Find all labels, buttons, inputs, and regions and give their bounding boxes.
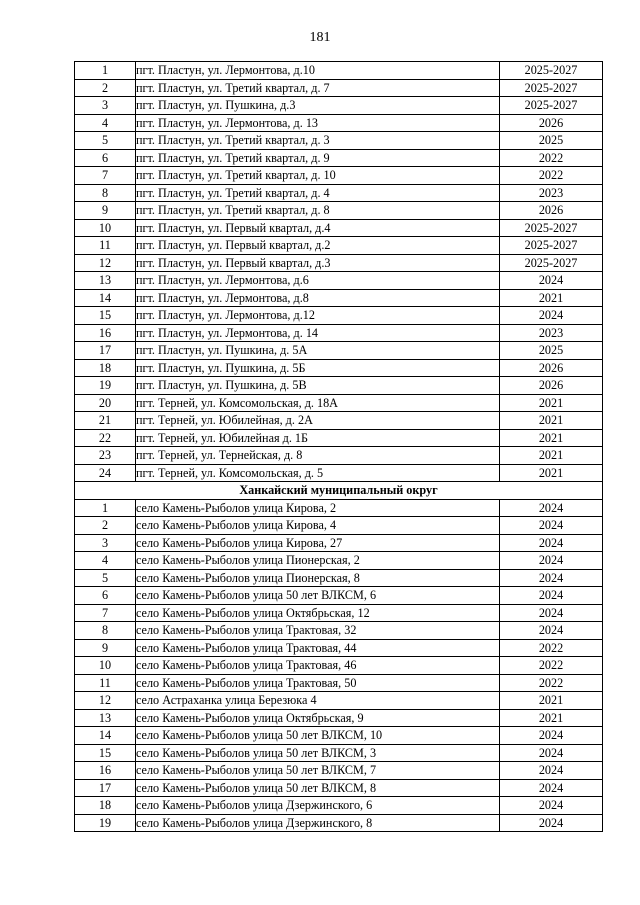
page-number: 181	[309, 30, 331, 45]
table-row	[75, 167, 603, 185]
row-year: 2024	[500, 587, 603, 605]
row-number: 6	[75, 149, 136, 167]
row-year: 2025	[500, 132, 603, 150]
row-address: пгт. Пластун, ул. Третий квартал, д. 4	[136, 184, 500, 202]
row-year: 2025-2027	[500, 79, 603, 97]
table-row	[75, 447, 603, 465]
row-number: 18	[75, 359, 136, 377]
row-number: 8	[75, 622, 136, 640]
row-address: пгт. Терней, ул. Комсомольская, д. 5	[136, 464, 500, 482]
row-number: 5	[75, 569, 136, 587]
table-row	[75, 499, 603, 517]
table-row	[75, 622, 603, 640]
row-address: село Камень-Рыболов улица 50 лет ВЛКСМ, 7	[136, 762, 500, 780]
table-row	[75, 814, 603, 832]
table-row	[75, 79, 603, 97]
row-address: село Камень-Рыболов улица Пионерская, 8	[136, 569, 500, 587]
row-year: 2024	[500, 727, 603, 745]
table-row	[75, 639, 603, 657]
table-row	[75, 779, 603, 797]
table-row	[75, 464, 603, 482]
row-year: 2024	[500, 517, 603, 535]
row-year: 2024	[500, 814, 603, 832]
row-address: село Камень-Рыболов улица Трактовая, 50	[136, 674, 500, 692]
row-address: село Камень-Рыболов улица 50 лет ВЛКСМ, 6	[136, 587, 500, 605]
table-row	[75, 254, 603, 272]
row-address: пгт. Пластун, ул. Лермонтова, д.12	[136, 307, 500, 325]
row-address: пгт. Терней, ул. Юбилейная, д. 2А	[136, 412, 500, 430]
row-year: 2021	[500, 464, 603, 482]
table-row	[75, 429, 603, 447]
table-row	[75, 657, 603, 675]
table-row	[75, 97, 603, 115]
row-address: пгт. Пластун, ул. Лермонтова, д.6	[136, 272, 500, 290]
table-row	[75, 62, 603, 80]
row-number: 11	[75, 674, 136, 692]
table-row	[75, 744, 603, 762]
row-address: село Камень-Рыболов улица 50 лет ВЛКСМ, 3	[136, 744, 500, 762]
table-row	[75, 394, 603, 412]
row-year: 2025-2027	[500, 237, 603, 255]
table-row	[75, 797, 603, 815]
row-address: пгт. Пластун, ул. Лермонтова, д.10	[136, 62, 500, 80]
row-year: 2024	[500, 622, 603, 640]
row-number: 19	[75, 377, 136, 395]
row-number: 12	[75, 692, 136, 710]
row-year: 2021	[500, 412, 603, 430]
table-row	[75, 569, 603, 587]
row-number: 3	[75, 97, 136, 115]
row-address: пгт. Пластун, ул. Первый квартал, д.4	[136, 219, 500, 237]
row-year: 2024	[500, 744, 603, 762]
row-number: 15	[75, 744, 136, 762]
row-year: 2021	[500, 289, 603, 307]
table-row	[75, 359, 603, 377]
row-year: 2025-2027	[500, 97, 603, 115]
row-address: пгт. Пластун, ул. Третий квартал, д. 9	[136, 149, 500, 167]
row-number: 10	[75, 657, 136, 675]
row-address: пгт. Пластун, ул. Лермонтова, д. 13	[136, 114, 500, 132]
table-row	[75, 604, 603, 622]
row-year: 2026	[500, 377, 603, 395]
table-row	[75, 709, 603, 727]
row-number: 23	[75, 447, 136, 465]
row-address: село Камень-Рыболов улица 50 лет ВЛКСМ, 10	[136, 727, 500, 745]
table-row	[75, 219, 603, 237]
row-year: 2022	[500, 674, 603, 692]
table-row	[75, 412, 603, 430]
row-address: село Камень-Рыболов улица Дзержинского, 6	[136, 797, 500, 815]
row-address: село Камень-Рыболов улица 50 лет ВЛКСМ, 8	[136, 779, 500, 797]
row-address: пгт. Терней, ул. Комсомольская, д. 18А	[136, 394, 500, 412]
row-address: село Камень-Рыболов улица Дзержинского, 8	[136, 814, 500, 832]
table-row	[75, 114, 603, 132]
table-row	[75, 692, 603, 710]
row-year: 2021	[500, 394, 603, 412]
row-year: 2025-2027	[500, 62, 603, 80]
table-row	[75, 552, 603, 570]
row-address: село Камень-Рыболов улица Октябрьская, 12	[136, 604, 500, 622]
row-address: село Камень-Рыболов улица Пионерская, 2	[136, 552, 500, 570]
row-address: пгт. Пластун, ул. Первый квартал, д.3	[136, 254, 500, 272]
row-number: 7	[75, 167, 136, 185]
section-title: Ханкайский муниципальный округ	[75, 482, 603, 500]
row-year: 2024	[500, 604, 603, 622]
row-number: 17	[75, 779, 136, 797]
row-number: 1	[75, 62, 136, 80]
table-row	[75, 202, 603, 220]
row-year: 2024	[500, 272, 603, 290]
row-number: 4	[75, 552, 136, 570]
row-year: 2024	[500, 779, 603, 797]
row-number: 4	[75, 114, 136, 132]
table-row	[75, 237, 603, 255]
table-row	[75, 289, 603, 307]
row-address: пгт. Пластун, ул. Первый квартал, д.2	[136, 237, 500, 255]
row-year: 2024	[500, 534, 603, 552]
row-number: 10	[75, 219, 136, 237]
row-address: пгт. Пластун, ул. Пушкина, д. 5В	[136, 377, 500, 395]
row-number: 22	[75, 429, 136, 447]
table-row	[75, 132, 603, 150]
row-year: 2026	[500, 114, 603, 132]
row-year: 2025-2027	[500, 219, 603, 237]
row-number: 2	[75, 79, 136, 97]
row-address: пгт. Пластун, ул. Пушкина, д.3	[136, 97, 500, 115]
row-year: 2024	[500, 499, 603, 517]
row-number: 18	[75, 797, 136, 815]
table-row	[75, 517, 603, 535]
row-year: 2026	[500, 202, 603, 220]
table-row	[75, 587, 603, 605]
row-address: пгт. Пластун, ул. Третий квартал, д. 3	[136, 132, 500, 150]
table-row	[75, 534, 603, 552]
row-address: пгт. Пластун, ул. Пушкина, д. 5А	[136, 342, 500, 360]
row-number: 13	[75, 272, 136, 290]
row-year: 2024	[500, 797, 603, 815]
row-address: село Камень-Рыболов улица Трактовая, 46	[136, 657, 500, 675]
row-number: 3	[75, 534, 136, 552]
row-address: село Астраханка улица Березюка 4	[136, 692, 500, 710]
row-number: 2	[75, 517, 136, 535]
row-number: 1	[75, 499, 136, 517]
table-row	[75, 324, 603, 342]
row-address: пгт. Пластун, ул. Пушкина, д. 5Б	[136, 359, 500, 377]
row-address: пгт. Терней, ул. Тернейская, д. 8	[136, 447, 500, 465]
row-year: 2021	[500, 709, 603, 727]
table-row	[75, 674, 603, 692]
row-year: 2025-2027	[500, 254, 603, 272]
row-number: 15	[75, 307, 136, 325]
row-year: 2022	[500, 149, 603, 167]
table-row	[75, 307, 603, 325]
housing-table	[74, 61, 603, 832]
row-address: село Камень-Рыболов улица Октябрьская, 9	[136, 709, 500, 727]
row-address: село Камень-Рыболов улица Трактовая, 44	[136, 639, 500, 657]
row-number: 20	[75, 394, 136, 412]
row-number: 19	[75, 814, 136, 832]
row-address: пгт. Пластун, ул. Лермонтова, д. 14	[136, 324, 500, 342]
row-number: 21	[75, 412, 136, 430]
row-number: 12	[75, 254, 136, 272]
row-number: 5	[75, 132, 136, 150]
row-number: 16	[75, 324, 136, 342]
row-number: 14	[75, 289, 136, 307]
table-row	[75, 762, 603, 780]
row-number: 17	[75, 342, 136, 360]
row-number: 6	[75, 587, 136, 605]
row-address: пгт. Пластун, ул. Лермонтова, д.8	[136, 289, 500, 307]
row-address: пгт. Пластун, ул. Третий квартал, д. 10	[136, 167, 500, 185]
row-number: 16	[75, 762, 136, 780]
row-number: 24	[75, 464, 136, 482]
table-row	[75, 184, 603, 202]
table-row	[75, 342, 603, 360]
table-row	[75, 272, 603, 290]
table-row	[75, 727, 603, 745]
row-number: 13	[75, 709, 136, 727]
row-year: 2025	[500, 342, 603, 360]
row-number: 9	[75, 639, 136, 657]
row-year: 2022	[500, 657, 603, 675]
row-year: 2021	[500, 447, 603, 465]
row-address: пгт. Пластун, ул. Третий квартал, д. 7	[136, 79, 500, 97]
row-address: село Камень-Рыболов улица Кирова, 2	[136, 499, 500, 517]
row-year: 2021	[500, 429, 603, 447]
row-address: село Камень-Рыболов улица Кирова, 4	[136, 517, 500, 535]
row-year: 2023	[500, 184, 603, 202]
row-address: пгт. Терней, ул. Юбилейная д. 1Б	[136, 429, 500, 447]
row-year: 2024	[500, 762, 603, 780]
row-number: 8	[75, 184, 136, 202]
row-year: 2022	[500, 167, 603, 185]
row-number: 9	[75, 202, 136, 220]
row-number: 14	[75, 727, 136, 745]
row-year: 2023	[500, 324, 603, 342]
row-year: 2021	[500, 692, 603, 710]
row-year: 2026	[500, 359, 603, 377]
row-number: 11	[75, 237, 136, 255]
table-row	[75, 149, 603, 167]
row-number: 7	[75, 604, 136, 622]
row-address: село Камень-Рыболов улица Трактовая, 32	[136, 622, 500, 640]
section-row	[75, 482, 603, 500]
row-address: село Камень-Рыболов улица Кирова, 27	[136, 534, 500, 552]
row-year: 2022	[500, 639, 603, 657]
row-address: пгт. Пластун, ул. Третий квартал, д. 8	[136, 202, 500, 220]
table-row	[75, 377, 603, 395]
row-year: 2024	[500, 569, 603, 587]
row-year: 2024	[500, 552, 603, 570]
row-year: 2024	[500, 307, 603, 325]
table-body	[75, 62, 603, 832]
